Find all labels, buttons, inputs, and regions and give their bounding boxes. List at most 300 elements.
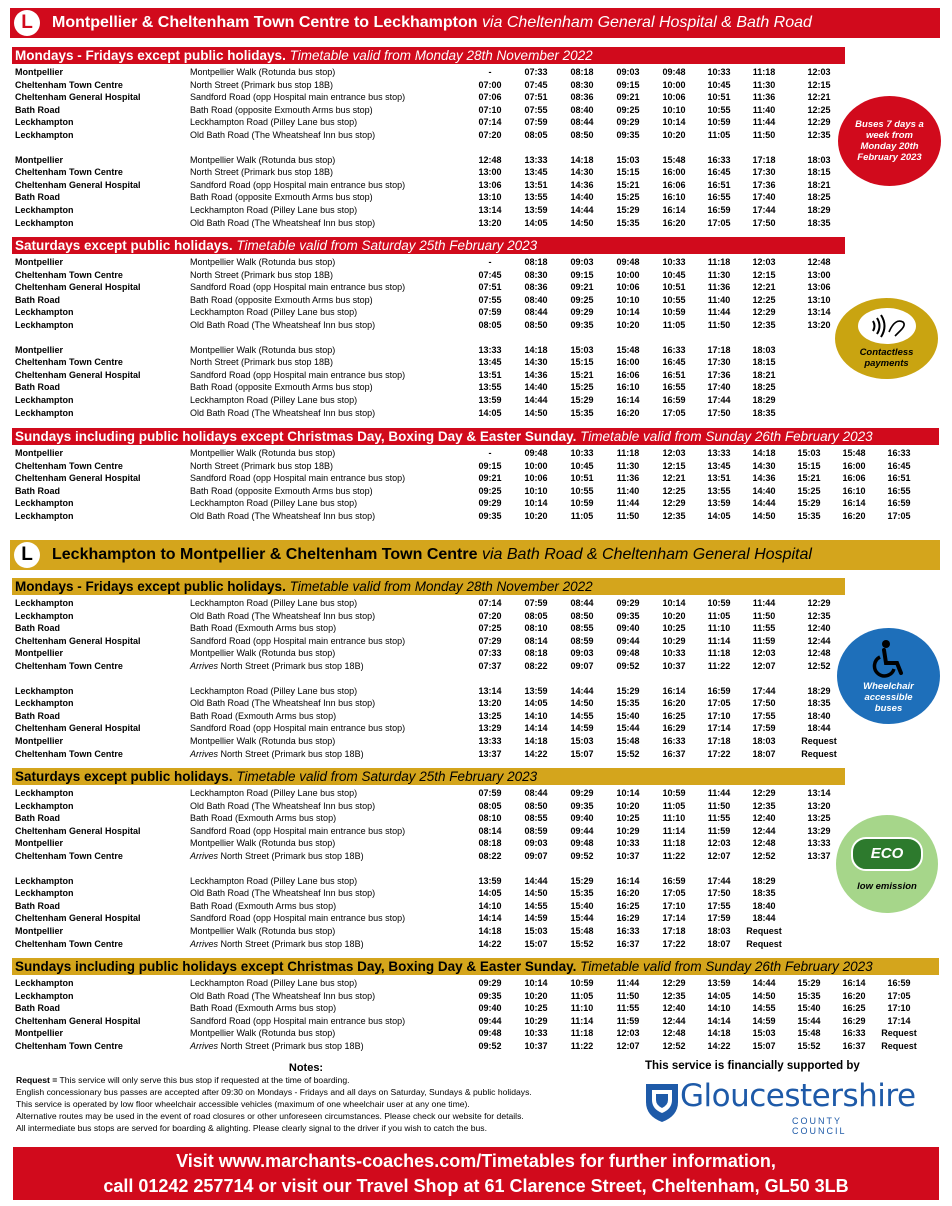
departure-time: 08:18 (478, 838, 502, 849)
route1-title: Montpellier & Cheltenham Town Centre to Leckhampton via Cheltenham General Hospital & Bath Road (52, 14, 812, 31)
timetable-row (0, 497, 952, 510)
departure-time: - (488, 257, 492, 267)
timetable-block (0, 977, 952, 1053)
departure-time: 11:40 (616, 485, 640, 496)
stop-name: Leckhampton (15, 888, 74, 899)
departure-time: 14:22 (524, 748, 548, 759)
departure-time: 12:40 (752, 813, 776, 824)
departure-time: 10:33 (524, 1028, 548, 1039)
stop-location: Old Bath Road (The Wheatsheaf Inn bus stop) (190, 407, 376, 418)
arrives-label: Arrives (190, 850, 221, 861)
departure-time: 12:40 (807, 623, 831, 634)
stop-location: North Street (Primark bus stop 18B) (190, 357, 334, 368)
departure-time: 12:03 (807, 67, 831, 77)
departure-time: 14:50 (524, 407, 548, 418)
stop-name: Bath Road (15, 900, 60, 911)
departure-time: 17:14 (662, 913, 686, 924)
departure-time: 14:50 (570, 698, 594, 709)
departure-time: 10:33 (616, 838, 640, 849)
section-heading-validity: Timetable valid from Saturday 25th February 2023 (232, 238, 538, 253)
departure-time: 18:40 (807, 710, 831, 721)
timetable-row (0, 129, 952, 142)
stop-name: Cheltenham General Hospital (15, 179, 141, 190)
timetable-block (0, 597, 952, 673)
stop-name: Leckhampton (15, 800, 74, 811)
departure-time: 16:33 (887, 448, 911, 458)
departure-time: 17:05 (707, 217, 731, 228)
wheelchair-badge: Wheelchair accessible buses (837, 628, 940, 724)
stop-location: Old Bath Road (The Wheatsheaf Inn bus stop) (190, 319, 376, 330)
departure-time: 08:05 (524, 129, 548, 140)
departure-time: 11:50 (707, 800, 731, 811)
stop-location: Leckhampton Road (Pilley Lane bus stop) (190, 117, 358, 128)
departure-time: 16:06 (616, 369, 640, 380)
departure-time: 14:18 (752, 448, 776, 458)
stop-name: Cheltenham Town Centre (15, 79, 123, 90)
departure-time: 08:30 (524, 269, 548, 280)
timetable-row (0, 887, 952, 900)
departure-time: 10:59 (570, 498, 594, 509)
departure-time: 18:29 (752, 394, 776, 405)
departure-time: 15:25 (616, 192, 640, 203)
departure-time: 15:35 (797, 510, 821, 521)
stop-location: Montpellier Walk (Rotunda bus stop) (190, 838, 336, 849)
departure-time: 11:55 (616, 1003, 640, 1014)
timetable-row (0, 154, 952, 167)
stop-name: Cheltenham General Hospital (15, 282, 141, 293)
departure-time: 12:21 (662, 473, 686, 484)
departure-time: 10:59 (707, 117, 731, 128)
route1-header (10, 8, 940, 38)
departure-time: 13:51 (478, 369, 502, 380)
timetable-row (0, 407, 952, 420)
departure-time: 15:15 (797, 460, 821, 471)
departure-time: 17:55 (707, 900, 731, 911)
departure-time: 16:59 (887, 978, 911, 988)
route2-sunday-section (0, 958, 952, 1053)
departure-time: 09:35 (478, 510, 502, 521)
departure-time: 18:21 (807, 179, 831, 190)
departure-time: 16:29 (662, 723, 686, 734)
departure-time: 09:25 (478, 485, 502, 496)
departure-time: 12:29 (752, 788, 776, 798)
council-crest-icon (642, 1080, 682, 1124)
departure-time: 09:29 (570, 788, 594, 798)
departure-time: 10:59 (707, 598, 731, 608)
departure-time: 10:10 (616, 294, 640, 305)
route1-sunday-section (0, 428, 952, 523)
departure-time: 15:25 (570, 382, 594, 393)
departure-time: 11:30 (752, 79, 776, 90)
departure-time: 13:59 (524, 685, 548, 696)
footer-line-1: Visit www.marchants-coaches.com/Timetables for further information, (176, 1151, 776, 1171)
departure-time: 16:29 (842, 1015, 866, 1026)
stop-location: Leckhampton Road (Pilley Lane bus stop) (190, 307, 358, 318)
stop-location: Montpellier Walk (Rotunda bus stop) (190, 648, 336, 659)
departure-time: 14:22 (707, 1040, 731, 1051)
timetable-row (0, 748, 952, 761)
departure-time: 17:36 (707, 369, 731, 380)
departure-time: 14:36 (524, 369, 548, 380)
timetable-row (0, 787, 952, 800)
departure-time: 16:14 (842, 498, 866, 509)
departure-time: 07:59 (524, 598, 548, 608)
departure-time: 11:55 (752, 623, 776, 634)
departure-time: 15:40 (570, 900, 594, 911)
departure-time: 11:18 (752, 67, 776, 77)
departure-time: 16:55 (707, 192, 731, 203)
departure-time: 16:33 (842, 1028, 866, 1039)
departure-time: 13:14 (807, 788, 831, 798)
departure-time: 09:52 (478, 1040, 502, 1051)
stop-name: Bath Road (15, 813, 60, 824)
departure-time: 17:18 (752, 154, 776, 165)
stop-name: Leckhampton (15, 407, 74, 418)
departure-time: 14:50 (570, 217, 594, 228)
contactless-badge: Contactless payments (835, 298, 938, 379)
departure-time: 07:59 (478, 307, 502, 318)
departure-time: 12:25 (662, 485, 686, 496)
departure-time: 12:29 (752, 307, 776, 318)
departure-time: 15:48 (842, 448, 866, 458)
departure-time: 08:50 (570, 610, 594, 621)
departure-time: 14:05 (524, 698, 548, 709)
departure-time: 16:20 (662, 698, 686, 709)
departure-time: 10:20 (616, 319, 640, 330)
timetable-row (0, 697, 952, 710)
departure-time: 15:48 (616, 344, 640, 355)
notes-title: Notes: (288, 1062, 324, 1074)
stop-location: Bath Road (opposite Exmouth Arms bus stop) (190, 294, 373, 305)
departure-time: 13:51 (524, 179, 548, 190)
departure-time: 17:05 (662, 888, 686, 899)
departure-time: 12:21 (752, 282, 776, 293)
timetable-row (0, 356, 952, 369)
departure-time: 12:48 (807, 648, 831, 659)
departure-time: - (488, 448, 492, 458)
departure-time: 14:10 (478, 900, 502, 911)
departure-time: 17:18 (707, 344, 731, 355)
departure-time: 14:18 (524, 735, 548, 746)
stop-name: Leckhampton (15, 990, 74, 1001)
departure-time: 13:14 (807, 307, 831, 318)
departure-time: 14:59 (570, 723, 594, 734)
section-heading (12, 958, 939, 975)
stop-name: Cheltenham General Hospital (15, 913, 141, 924)
departure-time: 15:52 (797, 1040, 821, 1051)
departure-time: 08:22 (478, 850, 502, 861)
timetable-row (0, 79, 952, 92)
timetable-row (0, 91, 952, 104)
timetable-row (0, 204, 952, 217)
timetable-row (0, 800, 952, 813)
departure-time: 16:51 (887, 473, 911, 484)
departure-time: 09:15 (478, 460, 502, 471)
departure-time: 11:36 (707, 282, 731, 293)
route2-header (10, 540, 940, 570)
departure-time: 10:45 (570, 460, 594, 471)
departure-time: 12:35 (752, 800, 776, 811)
timetable-row (0, 166, 952, 179)
note-line: All intermediate bus stops are served for boarding & alighting. Please clearly signal to the driver if you wish to catch the bus. (16, 1123, 487, 1133)
departure-time: 07:33 (478, 648, 502, 659)
departure-time: 17:30 (752, 167, 776, 178)
departure-time: 10:20 (662, 610, 686, 621)
departure-time: 16:10 (616, 382, 640, 393)
departure-time: 09:44 (570, 825, 594, 836)
route1-weekday-section (0, 47, 952, 229)
stop-location: Sandford Road (opp Hospital main entrance bus stop) (190, 92, 406, 103)
departure-time: 08:05 (478, 319, 502, 330)
departure-time: 15:29 (797, 978, 821, 988)
departure-time: 12:07 (616, 1040, 640, 1051)
stop-name: Leckhampton (15, 117, 74, 128)
stop-name: Montpellier (15, 925, 64, 936)
departure-time: 09:29 (616, 117, 640, 128)
departure-time: 12:44 (752, 825, 776, 836)
stop-name: Montpellier (15, 735, 64, 746)
departure-time: 09:48 (524, 448, 548, 458)
timetable-row (0, 179, 952, 192)
departure-time: 13:25 (478, 710, 502, 721)
departure-time: 12:03 (616, 1028, 640, 1039)
departure-time: 09:35 (616, 129, 640, 140)
stop-location: Sandford Road (opp Hospital main entrance bus stop) (190, 179, 406, 190)
departure-time: 08:30 (570, 79, 594, 90)
departure-time: 11:59 (707, 825, 731, 836)
departure-time: 12:44 (662, 1015, 686, 1026)
departure-time: 12:48 (807, 257, 831, 267)
timetable-row (0, 977, 952, 990)
stop-name: Bath Road (15, 294, 60, 305)
departure-time: 12:25 (807, 104, 831, 115)
stop-name: Cheltenham General Hospital (15, 369, 141, 380)
departure-time: 16:06 (842, 473, 866, 484)
departure-time: 10:06 (662, 92, 686, 103)
departure-time: 16:20 (616, 888, 640, 899)
departure-time: 17:05 (662, 407, 686, 418)
stop-location: Bath Road (Exmouth Arms bus stop) (190, 623, 337, 634)
stop-location: Leckhampton Road (Pilley Lane bus stop) (190, 204, 358, 215)
arrives-label: Arrives (190, 660, 221, 671)
departure-time: 15:44 (797, 1015, 821, 1026)
departure-time: 11:10 (570, 1003, 594, 1014)
departure-time: 14:22 (478, 938, 502, 949)
departure-time: 12:48 (752, 838, 776, 849)
wheelchair-icon (870, 639, 908, 679)
departure-time: 14:44 (570, 685, 594, 696)
departure-time: 17:59 (752, 723, 776, 734)
departure-time: 14:59 (752, 1015, 776, 1026)
departure-time: 13:59 (478, 875, 502, 886)
departure-time: 17:22 (707, 748, 731, 759)
stop-location: Sandford Road (opp Hospital main entrance bus stop) (190, 723, 406, 734)
stop-name: Leckhampton (15, 498, 74, 509)
departure-time: 10:14 (616, 307, 640, 318)
departure-time: 15:03 (570, 735, 594, 746)
departure-time: 10:20 (662, 129, 686, 140)
departure-time: 08:44 (524, 788, 548, 798)
departure-time: 14:30 (752, 460, 776, 471)
departure-time: 16:33 (662, 735, 686, 746)
departure-time: 15:29 (797, 498, 821, 509)
departure-time: 08:55 (524, 813, 548, 824)
timetable-row (0, 912, 952, 925)
route1-saturday-section (0, 237, 952, 419)
arrives-label: Arrives (190, 938, 221, 949)
departure-time: 15:48 (797, 1028, 821, 1039)
stop-name: Leckhampton (15, 307, 74, 318)
stop-name: Leckhampton (15, 598, 74, 608)
departure-time: 12:44 (807, 635, 831, 646)
departure-time: 16:45 (707, 167, 731, 178)
departure-time: 15:48 (616, 735, 640, 746)
departure-time: 11:18 (570, 1028, 594, 1039)
departure-time: 08:36 (524, 282, 548, 293)
departure-time: 14:05 (707, 990, 731, 1001)
section-heading-validity: Timetable valid from Monday 28th November 2022 (285, 579, 593, 594)
departure-time: 11:18 (662, 838, 686, 849)
departure-time: 11:44 (752, 598, 776, 608)
departure-time: 08:14 (524, 635, 548, 646)
departure-time: 15:35 (797, 990, 821, 1001)
stop-name: Bath Road (15, 485, 60, 496)
stop-location: Old Bath Road (The Wheatsheaf Inn bus stop) (190, 610, 376, 621)
departure-time: 08:44 (570, 117, 594, 128)
arrives-label: Arrives (190, 748, 221, 759)
timetable-row (0, 1002, 952, 1015)
route2-weekday-section (0, 578, 952, 760)
departure-time: 10:29 (616, 825, 640, 836)
departure-time: 07:00 (478, 79, 502, 90)
departure-time: 07:06 (478, 92, 502, 103)
eco-friendly-icon: ECO (851, 837, 923, 871)
section-heading-days: Saturdays except public holidays. (15, 238, 233, 253)
departure-time: 14:55 (752, 1003, 776, 1014)
departure-time: 13:55 (707, 485, 731, 496)
timetable-row (0, 294, 952, 307)
departure-time: 13:29 (478, 723, 502, 734)
departure-time: 09:35 (570, 800, 594, 811)
departure-time: 15:44 (616, 723, 640, 734)
departure-time: 12:25 (752, 294, 776, 305)
timetable-block (0, 685, 952, 761)
departure-time: 09:52 (616, 660, 640, 671)
departure-time: 11:36 (616, 473, 640, 484)
stop-location: Sandford Road (opp Hospital main entrance bus stop) (190, 913, 406, 924)
departure-time: 15:48 (662, 154, 686, 165)
departure-time: 18:35 (752, 888, 776, 899)
departure-time: 09:29 (616, 598, 640, 608)
stop-name: Montpellier (15, 154, 64, 165)
departure-time: 08:05 (524, 610, 548, 621)
route-badge: L (14, 10, 40, 36)
departure-time: 11:36 (752, 92, 776, 103)
departure-time: 13:59 (707, 498, 731, 509)
stop-location: North Street (Primark bus stop 18B) (190, 79, 334, 90)
departure-time: 16:14 (616, 394, 640, 405)
departure-time: 15:40 (797, 1003, 821, 1014)
departure-time: 09:21 (478, 473, 502, 484)
departure-time: 15:07 (570, 748, 594, 759)
section-heading-days: Sundays including public holidays except Christmas Day, Boxing Day & Easter Sunday. (15, 429, 577, 444)
timetable-row (0, 1015, 952, 1028)
timetable-row (0, 191, 952, 204)
timetable-block (0, 66, 952, 142)
departure-time: 13:10 (807, 294, 831, 305)
departure-time: 17:10 (662, 900, 686, 911)
departure-time: 09:03 (616, 67, 640, 77)
departure-time: 13:45 (478, 357, 502, 368)
stop-name: Bath Road (15, 192, 60, 203)
departure-time: 15:03 (616, 154, 640, 165)
departure-time: 16:25 (616, 900, 640, 911)
departure-time: 15:35 (570, 888, 594, 899)
departure-time: 14:36 (570, 179, 594, 190)
departure-time: 13:06 (807, 282, 831, 293)
timetable-row (0, 900, 952, 913)
stop-location: Montpellier Walk (Rotunda bus stop) (190, 448, 336, 458)
departure-time: 11:50 (707, 319, 731, 330)
departure-time: 09:25 (616, 104, 640, 115)
stop-name: Cheltenham Town Centre (15, 850, 123, 861)
stop-name: Leckhampton (15, 129, 74, 140)
departure-time: 10:55 (707, 104, 731, 115)
departure-time: 16:14 (662, 685, 686, 696)
stop-name: Leckhampton (15, 217, 74, 228)
departure-time: 15:21 (570, 369, 594, 380)
departure-time: 17:50 (752, 698, 776, 709)
departure-time: 11:18 (707, 257, 731, 267)
departure-time: 16:00 (842, 460, 866, 471)
departure-time: 08:18 (524, 257, 548, 267)
stop-name: Leckhampton (15, 319, 74, 330)
departure-time: 13:33 (524, 154, 548, 165)
departure-time: 17:05 (707, 698, 731, 709)
departure-time: 17:22 (662, 938, 686, 949)
departure-time: 14:14 (478, 913, 502, 924)
departure-time: 07:59 (524, 117, 548, 128)
departure-time: 13:00 (807, 269, 831, 280)
departure-time: 14:44 (752, 978, 776, 988)
departure-time: 11:05 (570, 510, 594, 521)
departure-time: 17:18 (662, 925, 686, 936)
departure-time: 16:20 (616, 407, 640, 418)
stop-location: Old Bath Road (The Wheatsheaf Inn bus stop) (190, 217, 376, 228)
timetable-block (0, 787, 952, 863)
departure-time: 16:37 (662, 748, 686, 759)
departure-time: 07:14 (478, 117, 502, 128)
departure-time: 13:59 (524, 204, 548, 215)
departure-time: 09:21 (570, 282, 594, 293)
departure-time: 17:44 (707, 875, 731, 886)
stop-location: Bath Road (Exmouth Arms bus stop) (190, 900, 337, 911)
departure-time: 07:29 (478, 635, 502, 646)
departure-time: 18:35 (752, 407, 776, 418)
departure-time: 09:52 (570, 850, 594, 861)
departure-time: 11:59 (616, 1015, 640, 1026)
stop-name: Cheltenham General Hospital (15, 473, 141, 484)
timetable-row (0, 597, 952, 610)
departure-time: 14:50 (524, 888, 548, 899)
timetable-row (0, 306, 952, 319)
departure-time: 13:45 (524, 167, 548, 178)
departure-time: 07:45 (524, 79, 548, 90)
departure-time: 14:14 (524, 723, 548, 734)
departure-time: 18:29 (807, 204, 831, 215)
route2-title: Leckhampton to Montpellier & Cheltenham Town Centre via Bath Road & Cheltenham General Hospital (52, 546, 812, 563)
timetable-row (0, 938, 952, 951)
